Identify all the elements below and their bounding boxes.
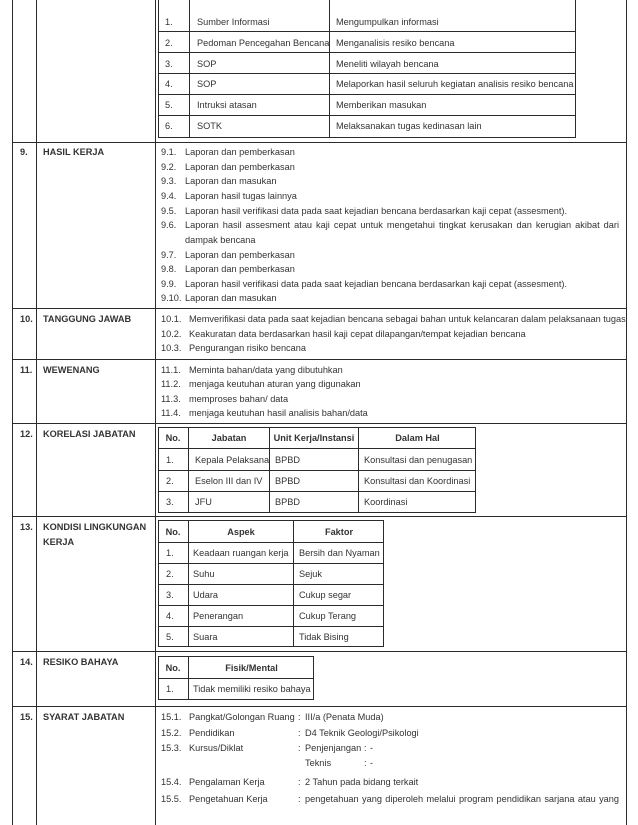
list-item: Memverifikasi data pada saat kejadian bencana sebagai bahan untuk kelancaran dalam pelaksanaan tugas <box>189 314 626 324</box>
table-cell: 5. <box>166 632 174 642</box>
requirement-label: Pendidikan <box>189 728 235 738</box>
section-number: 13. <box>20 522 33 532</box>
table-cell: Penerangan <box>193 611 244 621</box>
list-item-number: 11.2. <box>161 379 181 389</box>
table-cell: Koordinasi <box>364 497 408 507</box>
requirement-label: Pengalaman Kerja <box>189 777 265 787</box>
requirement-colon: : <box>298 743 301 753</box>
list-item-number: 9.3. <box>161 176 177 186</box>
list-item-number: 11.3. <box>161 394 181 404</box>
section-number: 10. <box>20 314 33 324</box>
section-title: WEWENANG <box>43 365 100 375</box>
table-cell: BPBD <box>275 497 301 507</box>
table-cell: Bersih dan Nyaman <box>299 548 380 558</box>
document-use: Menganalisis resiko bencana <box>336 38 455 48</box>
section-divider-9 <box>12 142 627 143</box>
column-header: No. <box>165 663 181 673</box>
title-column-divider <box>155 0 156 825</box>
requirement-number: 15.2. <box>161 728 182 738</box>
list-item-number: 9.8. <box>161 264 177 274</box>
section-divider-10 <box>12 308 627 309</box>
requirement-number: 15.5. <box>161 794 182 804</box>
list-item: Laporan dan pemberkasan <box>185 147 295 157</box>
requirement-colon: : <box>298 777 301 787</box>
requirement-label: Pangkat/Golongan Ruang <box>189 712 295 722</box>
table-cell: Udara <box>193 590 219 600</box>
row-number: 4. <box>165 79 173 89</box>
number-column-divider <box>36 0 37 825</box>
table-cell: Suhu <box>193 569 215 579</box>
list-item-number: 9.7. <box>161 250 177 260</box>
table-cell: Tidak memiliki resiko bahaya <box>193 684 311 694</box>
list-item: menjaga keutuhan aturan yang digunakan <box>189 379 361 389</box>
table-cell: Cukup segar <box>299 590 352 600</box>
outer-left-border <box>12 0 13 825</box>
section-number: 14. <box>20 657 33 667</box>
document-name: Pedoman Pencegahan Bencana <box>197 38 330 48</box>
table-cell: Eselon III dan IV <box>195 476 263 486</box>
section-number: 15. <box>20 712 33 722</box>
table-cell: 1. <box>166 684 174 694</box>
document-name: SOP <box>197 59 217 69</box>
table-cell: Kepala Pelaksana <box>195 455 270 465</box>
document-use: Memberikan masukan <box>336 100 427 110</box>
requirement-value: D4 Teknik Geologi/Psikologi <box>305 728 419 738</box>
list-item: menjaga keutuhan hasil analisis bahan/data <box>189 408 368 418</box>
document-use: Melaksanakan tugas kedinasan lain <box>336 121 482 131</box>
table-cell: 1. <box>166 455 174 465</box>
row-number: 5. <box>165 100 173 110</box>
requirement-colon: : <box>298 712 301 722</box>
section-number: 9. <box>20 147 28 157</box>
row-number: 3. <box>165 59 173 69</box>
table-cell: 1. <box>166 548 174 558</box>
list-item-number: 10.2. <box>161 329 182 339</box>
list-item-number: 10.3. <box>161 343 182 353</box>
table-cell: BPBD <box>275 455 301 465</box>
row-number: 2. <box>165 38 173 48</box>
document-use: Mengumpulkan informasi <box>336 17 439 27</box>
section-title: HASIL KERJA <box>43 147 105 157</box>
table-cell: 4. <box>166 611 174 621</box>
requirement-colon: : <box>298 794 301 804</box>
list-item: Laporan hasil verifikasi data pada saat kejadian bencana berdasarkan kaji cepat (assesment). <box>185 206 568 216</box>
section-number: 12. <box>20 429 33 439</box>
table-cell: Sejuk <box>299 569 322 579</box>
requirement-number: 15.3. <box>161 743 182 753</box>
column-header: Faktor <box>324 527 354 537</box>
list-item: Laporan dan pemberkasan <box>185 162 295 172</box>
column-header: Fisik/Mental <box>225 663 278 673</box>
column-header: No. <box>165 433 181 443</box>
column-header: Unit Kerja/Instansi <box>273 433 355 443</box>
table-cell: JFU <box>195 497 212 507</box>
list-item: Pengurangan risiko bencana <box>189 343 306 353</box>
column-header: Dalam Hal <box>395 433 440 443</box>
list-item-number: 9.9. <box>161 279 177 289</box>
list-item-number: 9.10. <box>161 293 182 303</box>
outer-right-border <box>626 0 627 825</box>
requirement-value: 2 Tahun pada bidang terkait <box>305 777 419 787</box>
requirement-sub-colon: : <box>364 758 367 768</box>
section-title: KONDISI LINGKUNGAN <box>43 522 147 532</box>
column-header: Jabatan <box>211 433 247 443</box>
list-item-number: 9.5. <box>161 206 177 216</box>
requirement-label: Kursus/Diklat <box>189 743 244 753</box>
table-cell: 3. <box>166 497 174 507</box>
section-divider-14 <box>12 651 627 652</box>
table-cell: Konsultasi dan penugasan <box>364 455 473 465</box>
list-item-number: 9.4. <box>161 191 177 201</box>
row-number: 6. <box>165 121 173 131</box>
section-divider-15 <box>12 706 627 707</box>
section-title: SYARAT JABATAN <box>43 712 125 722</box>
requirement-number: 15.1. <box>161 712 182 722</box>
requirement-label: Pengetahuan Kerja <box>189 794 268 804</box>
document-use: Melaporkan hasil seluruh kegiatan analisis resiko bencana <box>336 79 574 89</box>
requirement-sub-value: - <box>370 743 374 753</box>
document-name: Intruksi atasan <box>197 100 257 110</box>
table-cell: BPBD <box>275 476 301 486</box>
list-item-number: 11.1. <box>161 365 181 375</box>
list-item: Meminta bahan/data yang dibutuhkan <box>189 365 343 375</box>
requirement-value: III/a (Penata Muda) <box>305 712 384 722</box>
table-cell: 2. <box>166 476 174 486</box>
requirement-sub-label: Penjenjangan <box>305 743 362 753</box>
table-cell: Konsultasi dan Koordinasi <box>364 476 471 486</box>
list-item: Laporan dan masukan <box>185 176 277 186</box>
section-title: KORELASI JABATAN <box>43 429 136 439</box>
column-header: No. <box>165 527 181 537</box>
column-header: Aspek <box>227 527 255 537</box>
table-cell: 2. <box>166 569 174 579</box>
list-item: Laporan dan pemberkasan <box>185 250 295 260</box>
requirement-value: pengetahuan yang diperoleh melalui program pendidikan sarjana atau yang <box>305 794 619 804</box>
section-number: 11. <box>20 365 33 375</box>
requirement-sub-colon: : <box>364 743 367 753</box>
list-item-continuation: dampak bencana <box>185 235 256 245</box>
list-item-number: 10.1. <box>161 314 182 324</box>
list-item: Laporan dan masukan <box>185 293 277 303</box>
document-name: SOP <box>197 79 217 89</box>
section-title: TANGGUNG JAWAB <box>43 314 132 324</box>
section-divider-13 <box>12 516 627 517</box>
requirement-colon: : <box>298 728 301 738</box>
requirement-sub-value: - <box>370 758 374 768</box>
section-title: RESIKO BAHAYA <box>43 657 119 667</box>
row-number: 1. <box>165 17 173 27</box>
table-cell: Keadaan ruangan kerja <box>193 548 289 558</box>
list-item: Laporan hasil verifikasi data pada saat kejadian bencana berdasarkan kaji cepat (assesment). <box>185 279 568 289</box>
document-name: Sumber Informasi <box>197 17 270 27</box>
list-item-number: 9.2. <box>161 162 177 172</box>
list-item: memproses bahan/ data <box>189 394 289 404</box>
section-title-continuation: KERJA <box>43 537 75 547</box>
section-divider-11 <box>12 359 627 360</box>
section-divider-12 <box>12 423 627 424</box>
list-item: Keakuratan data berdasarkan hasil kaji cepat dilapangan/tempat kejadian bencana <box>189 329 526 339</box>
list-item: Laporan dan pemberkasan <box>185 264 295 274</box>
list-item-number: 9.1. <box>161 147 177 157</box>
list-item: Laporan hasil tugas lainnya <box>185 191 297 201</box>
table-cell: 3. <box>166 590 174 600</box>
list-item-number: 9.6. <box>161 220 177 230</box>
requirement-sub-label: Teknis <box>305 758 332 768</box>
table-cell: Tidak Bising <box>299 632 349 642</box>
table-cell: Suara <box>193 632 218 642</box>
list-item: Laporan hasil assesment atau kaji cepat untuk mengetahui tingkat kerusakan dan kerugian akibat dari <box>185 220 619 230</box>
list-item-number: 11.4. <box>161 408 181 418</box>
requirement-number: 15.4. <box>161 777 182 787</box>
document-use: Meneliti wilayah bencana <box>336 59 439 69</box>
table-cell: Cukup Terang <box>299 611 357 621</box>
document-name: SOTK <box>197 121 223 131</box>
